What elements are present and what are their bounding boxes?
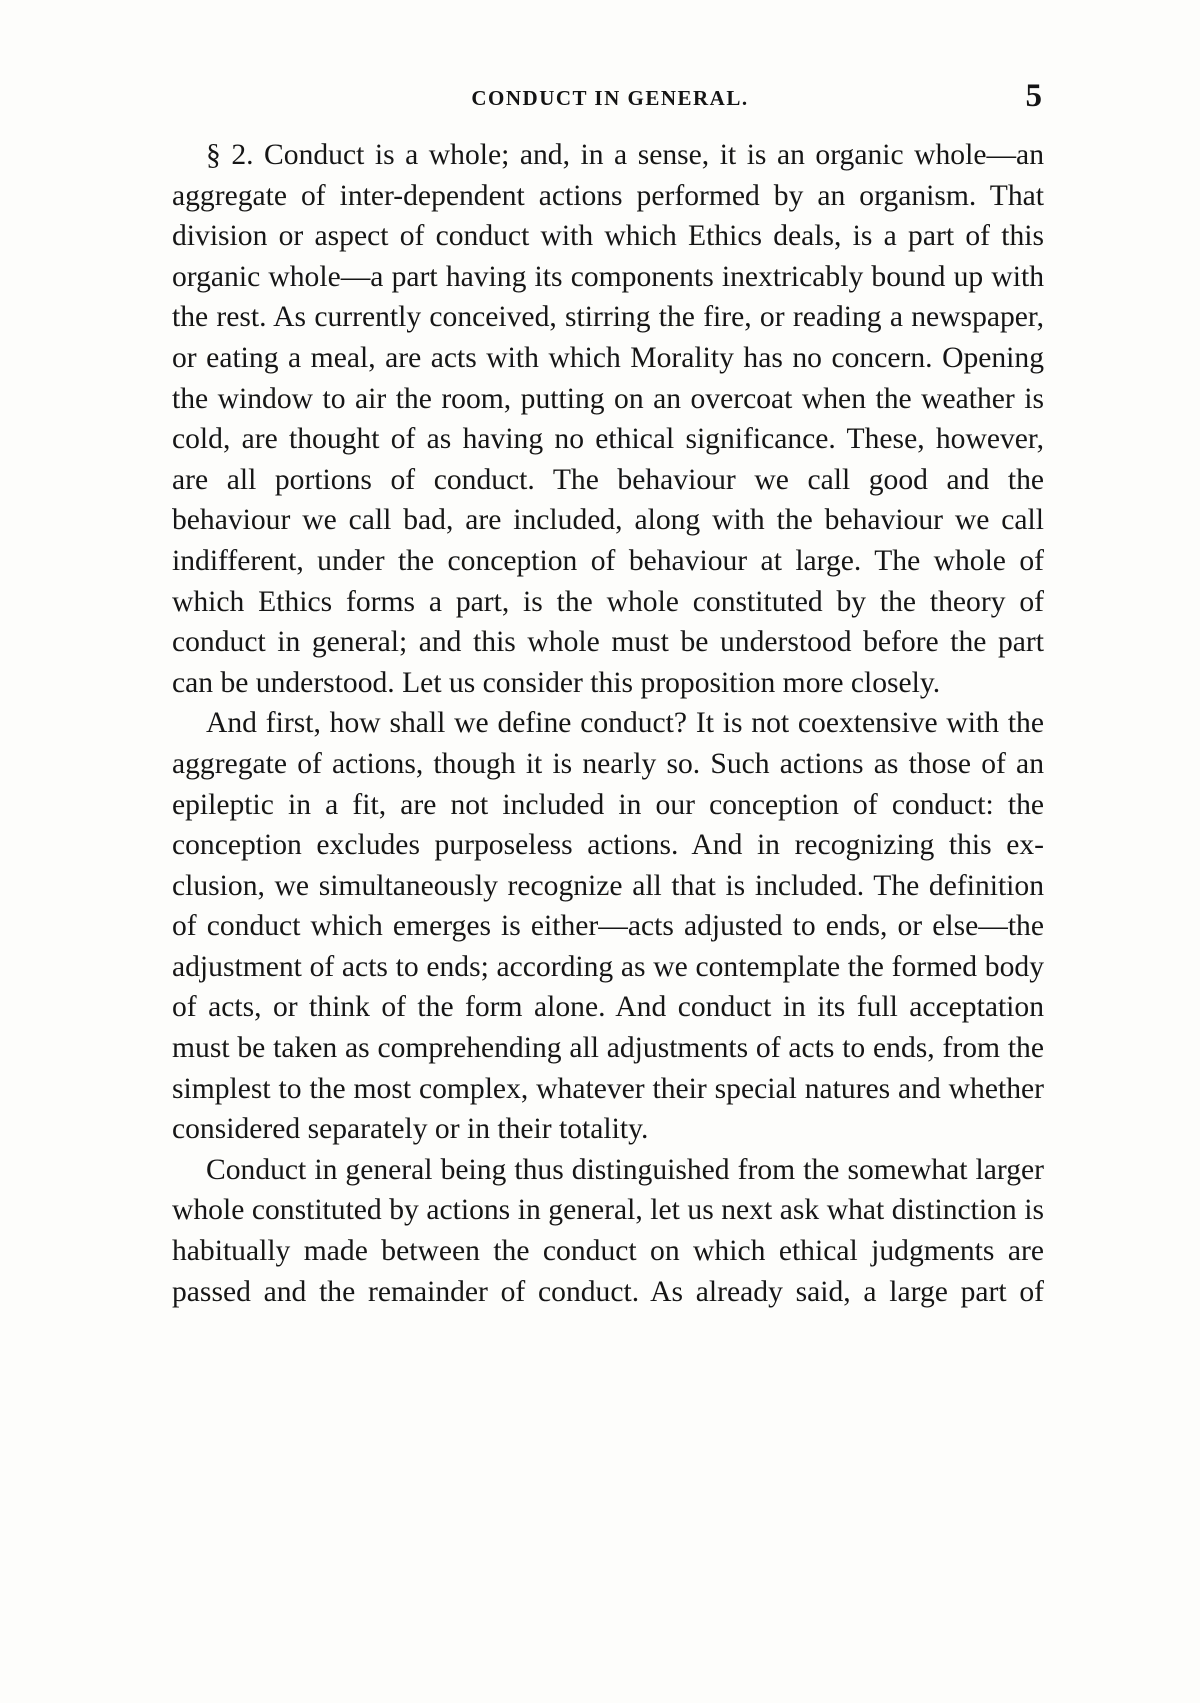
running-title: CONDUCT IN GENERAL.: [471, 86, 749, 110]
paragraph-section-2: § 2. Conduct is a whole; and, in a sense, it is an organic whole—an aggregate of inter-dependent actions performed by an organism. That division or aspect of conduct with which Ethics deals, is a part of this organic whole—a part having its components inextricably bound up with the rest. As currently conceived, stirring the fire, or reading a newspaper, or eating a meal, are acts with which Morality has no concern. Opening the window to air the room, putting on an overcoat when the weather is cold, are thought of as having no ethical significance. These, however, are all portions of conduct. The behaviour we call good and the behaviour we call bad, are included, along with the behaviour we call indifferent, under the conception of behaviour at large. The whole of which Ethics forms a part, is the whole constituted by the theory of conduct in general; and this whole must be understood before the part can be understood. Let us consider this proposition more closely.: [172, 139, 1044, 699]
paragraph-define-conduct: And first, how shall we define conduct? It is not coextensive with the aggregate of actions, though it is nearly so. Such actions as those of an epileptic in a fit, are not included in our conception of conduct: the conception excludes purposeless actions. And in recognizing this exclusion, we simultaneously recognize all that is included. The definition of conduct which emerges is either—acts adjusted to ends, or else—the adjustment of acts to ends; according as we contemplate the formed body of acts, or think of the form alone. And conduct in its full acceptation must be taken as comprehending all adjustments of acts to ends, from the simplest to the most complex, whatever their special natures and whether considered separately or in their totality.: [172, 707, 1044, 1146]
paragraph-conduct-in-general: Conduct in general being thus distinguished from the somewhat larger whole constituted by actions in general, let us next ask what distinction is habitually made between the conduct on which ethical judgments are passed and the remainder of conduct. As already said, a large part of: [172, 1153, 1044, 1308]
running-head: [170, 80, 1050, 120]
body-text: [172, 135, 1044, 1312]
page-number: 5: [1025, 78, 1042, 114]
